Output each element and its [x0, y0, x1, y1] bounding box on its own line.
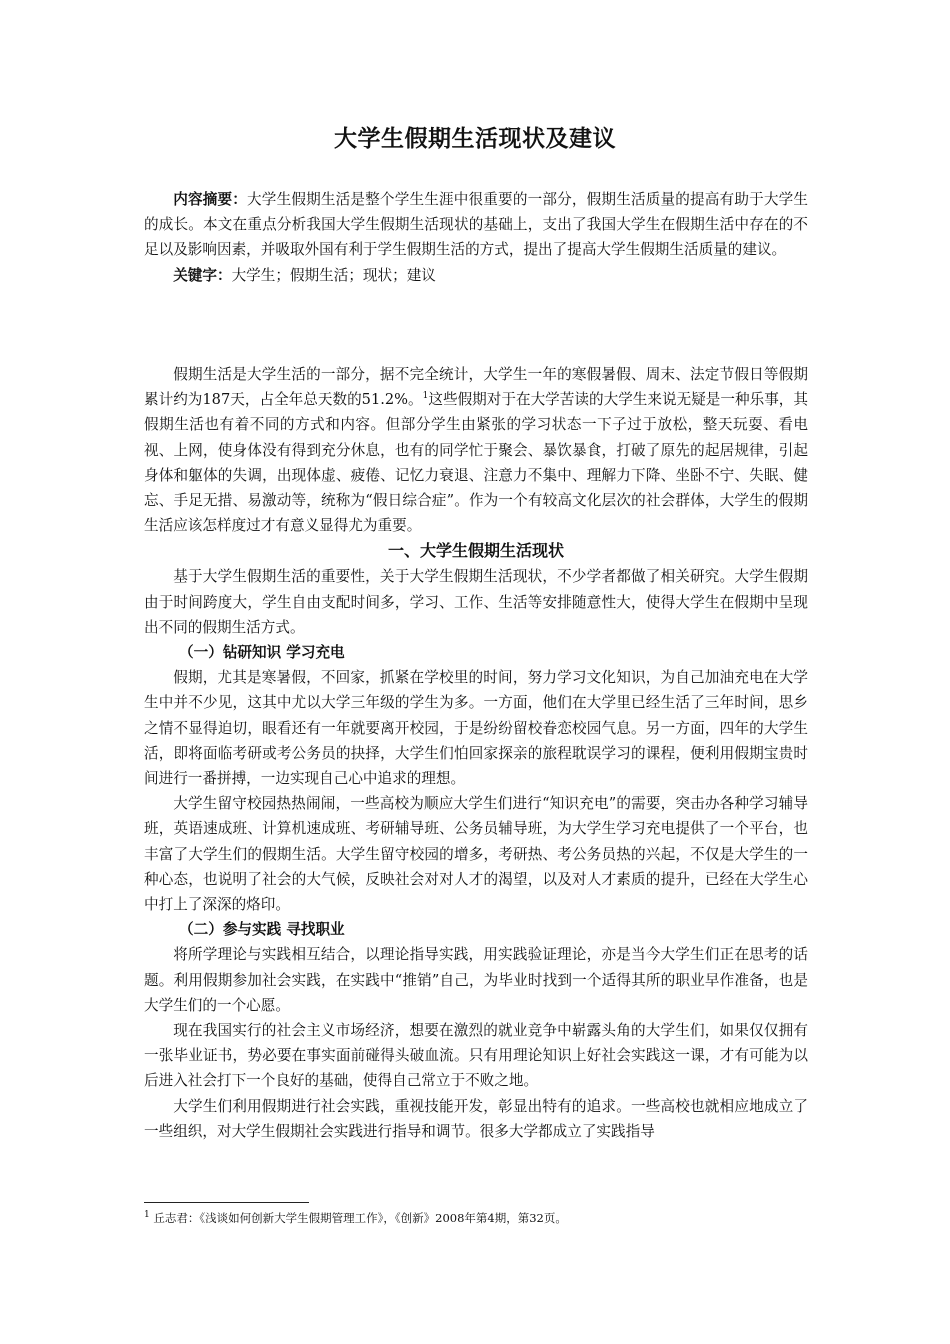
subsection-heading-1: （一）钻研知识 学习充电: [179, 644, 345, 662]
intro-paragraph: [144, 362, 808, 538]
footnote-divider: [144, 1202, 309, 1203]
keywords-paragraph: [144, 263, 808, 288]
abstract-label: 内容摘要：: [173, 191, 248, 208]
subsection-heading-2: （二）参与实践 寻找职业: [179, 921, 345, 939]
main-body: [144, 362, 808, 1144]
subsection-2-paragraph-3: 大学生们利用假期进行社会实践，重视技能开发，彰显出特有的追求。一些高校也就相应地成立了一些组织，对大学生假期社会实践进行指导和调节。很多大学都成立了实践指导: [144, 1097, 808, 1140]
abstract-block: [144, 187, 808, 288]
document-title: 大学生假期生活现状及建议: [334, 126, 616, 152]
footnote: [144, 1209, 808, 1227]
footnote-mark: 1: [144, 1210, 150, 1221]
intro-text-part2: 这些假期对于在大学苦读的大学生来说无疑是一种乐事，其假期生活也有着不同的方式和内容。但部分学生由紧张的学习状态一下子过于放松，整天玩耍、看电视、上网，使身体没有得到充分休息，也有的同学忙于聚会、暴饮暴食，打破了原先的起居规律，引起身体和躯体的失调，出现体虚、疲倦、记忆力衰退、注意力不集中、理解力下降、坐卧不宁、失眠、健忘、手足无措、易激动等，统称为“假日综合症”。作为一个有较高文化层次的社会群体，大学生的假期生活应该怎样度过才有意义显得尤为重要。: [144, 391, 808, 535]
footnote-reference[interactable]: 1: [422, 391, 429, 402]
keywords-label: 关键字：: [173, 266, 232, 284]
keywords-text: 大学生；假期生活；现状；建议: [231, 266, 436, 284]
subsection-1-paragraph-1: 假期，尤其是寒暑假，不回家，抓紧在学校里的时间，努力学习文化知识，为自己加油充电在大学生中并不少见，这其中尤以大学三年级的学生为多。一方面，他们在大学里已经生活了三年时间，思乡之情不显得迫切，眼看还有一年就要离开校园，于是纷纷留校眷恋校园气息。另一方面，四年的大学生活，即将面临考研或考公务员的抉择，大学生们怕回家探亲的旅程耽误学习的课程，便利用假期宝贵时间进行一番拼搏，一边实现自己心中追求的理想。: [144, 669, 808, 788]
footnote-text: 丘志君：《浅谈如何创新大学生假期管理工作》，《创新》2008年第4期，第32页。: [149, 1211, 567, 1225]
abstract-paragraph: [144, 187, 808, 263]
subsection-1-paragraph-2: 大学生留守校园热热闹闹，一些高校为顺应大学生们进行“知识充电”的需要，突击办各种学习辅导班，英语速成班、计算机速成班、考研辅导班、公务员辅导班，为大学生学习充电提供了一个平台，也丰富了大学生们的假期生活。大学生留守校园的增多，考研热、考公务员热的兴起，不仅是大学生的一种心态，也说明了社会的大气候，反映社会对对人才的渴望，以及对人才素质的提升，已经在大学生心中打上了深深的烙印。: [144, 795, 808, 914]
subsection-2-paragraph-1: 将所学理论与实践相互结合，以理论指导实践，用实践验证理论，亦是当今大学生们正在思考的话题。利用假期参加社会实践，在实践中“推销”自己，为毕业时找到一个适得其所的职业早作准备，也是大学生们的一个心愿。: [144, 946, 808, 1014]
abstract-text: 大学生假期生活是整个学生生涯中很重要的一部分，假期生活质量的提高有助于大学生的成长。本文在重点分析我国大学生假期生活现状的基础上，支出了我国大学生在假期生活中存在的不足以及影响因素，并吸取外国有利于学生假期生活的方式，提出了提高大学生假期生活质量的建议。: [144, 191, 808, 259]
section-heading: 一、大学生假期生活现状: [387, 541, 564, 561]
intro-text-part1: 假期生活是大学生活的一部分，据不完全统计，大学生一年的寒假暑假、周末、法定节假日等假期累计约为187天，占全年总天数的51.2%。: [144, 366, 808, 409]
section-intro-paragraph: 基于大学生假期生活的重要性，关于大学生假期生活现状，不少学者都做了相关研究。大学生假期由于时间跨度大，学生自由支配时间多，学习、工作、生活等安排随意性大，使得大学生在假期中呈现出不同的假期生活方式。: [144, 568, 808, 636]
subsection-2-paragraph-2: 现在我国实行的社会主义市场经济，想要在激烈的就业竞争中崭露头角的大学生们，如果仅仅拥有一张毕业证书，势必要在事实面前碰得头破血流。只有用理论知识上好社会实践这一课，才有可能为以后进入社会打下一个良好的基础，使得自己常立于不败之地。: [144, 1022, 808, 1090]
